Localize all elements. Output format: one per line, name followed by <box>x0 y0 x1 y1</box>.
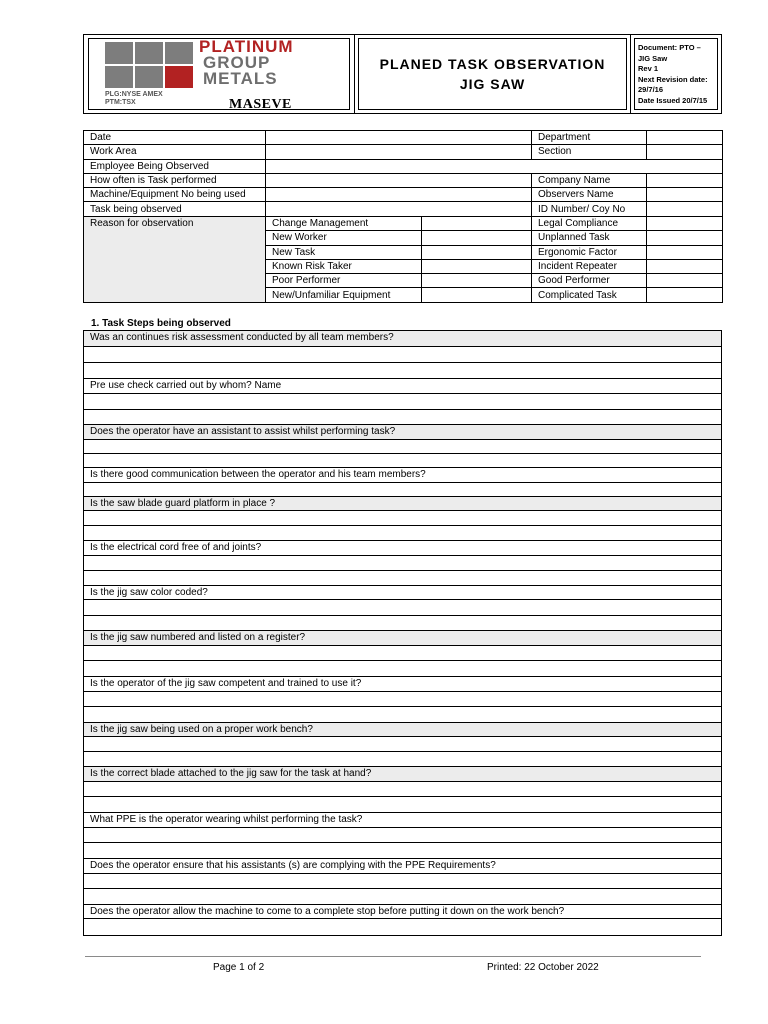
reason-label: Reason for observation <box>84 217 266 303</box>
task-observed-label: Task being observed <box>84 202 266 216</box>
question-row: Is the operator of the jig saw competent and trained to use it? <box>84 677 721 692</box>
reason-option-label: Known Risk Taker <box>266 259 422 273</box>
reason-option-label: Ergonomic Factor <box>532 245 647 259</box>
section-label: Section <box>532 145 647 159</box>
table-row <box>84 217 723 231</box>
brand-line-3: METALS <box>203 69 278 88</box>
work-area-field[interactable] <box>266 145 532 159</box>
table-row <box>84 173 723 187</box>
how-often-label: How often is Task performed <box>84 173 266 187</box>
work-area-label: Work Area <box>84 145 266 159</box>
table-row <box>84 145 723 159</box>
company-logo <box>88 38 350 110</box>
employee-field[interactable] <box>266 159 723 173</box>
meta-date-issued: Date Issued 20/7/15 <box>638 95 708 105</box>
ticker-line-1: PLG:NYSE AMEX <box>105 91 163 98</box>
answer-line[interactable] <box>84 843 721 859</box>
answer-line[interactable] <box>84 347 721 363</box>
answer-line[interactable] <box>84 646 721 661</box>
question-row: Does the operator have an assistant to assist whilst performing task? <box>84 425 721 440</box>
company-name-label: Company Name <box>532 173 647 187</box>
id-number-field[interactable] <box>647 202 723 216</box>
table-row <box>84 131 723 145</box>
reason-checkbox[interactable] <box>422 245 532 259</box>
date-label: Date <box>84 131 266 145</box>
answer-line[interactable] <box>84 692 721 707</box>
reason-checkbox[interactable] <box>647 245 723 259</box>
question-row: Pre use check carried out by whom? Name <box>84 379 721 394</box>
reason-checkbox[interactable] <box>647 288 723 302</box>
answer-line[interactable] <box>84 440 721 454</box>
reason-option-label: New Worker <box>266 231 422 245</box>
answer-line[interactable] <box>84 526 721 541</box>
question-row: Is the jig saw being used on a proper work bench? <box>84 723 721 737</box>
document-title <box>358 38 627 110</box>
answer-line[interactable] <box>84 363 721 379</box>
brand-name <box>199 39 294 87</box>
reason-option-label: Legal Compliance <box>532 217 647 231</box>
question-row: Is the electrical cord free of and joints? <box>84 541 721 556</box>
table-row <box>84 188 723 202</box>
reason-checkbox[interactable] <box>422 274 532 288</box>
answer-line[interactable] <box>84 661 721 677</box>
meta-next-revision-label: Next Revision date: <box>638 74 708 84</box>
answer-line[interactable] <box>84 483 721 497</box>
title-line-2: JIG SAW <box>459 76 526 92</box>
answer-line[interactable] <box>84 828 721 843</box>
department-label: Department <box>532 131 647 145</box>
question-row: Does the operator allow the machine to come to a complete stop before putting it down on the work bench? <box>84 905 721 919</box>
printed-date: Printed: 22 October 2022 <box>487 962 599 973</box>
question-row: Was an continues risk assessment conducted by all team members? <box>84 331 721 347</box>
brand-line-2: GROUP <box>203 53 271 72</box>
answer-line[interactable] <box>84 410 721 425</box>
answer-line[interactable] <box>84 889 721 905</box>
reason-table <box>83 216 723 303</box>
logo-squares-icon <box>105 42 195 88</box>
observers-name-field[interactable] <box>647 188 723 202</box>
title-line-1: PLANED TASK OBSERVATION <box>379 56 606 72</box>
site-name: MASEVE <box>229 97 292 112</box>
reason-option-label: Change Management <box>266 217 422 231</box>
document-meta <box>634 38 718 110</box>
meta-document: Document: PTO – <box>638 43 701 52</box>
reason-option-label: New/Unfamiliar Equipment <box>266 288 422 302</box>
meta-document-name: JIG Saw <box>638 53 668 63</box>
title-cell <box>355 35 631 113</box>
steps-heading: 1. Task Steps being observed <box>91 318 231 329</box>
task-observed-field[interactable] <box>266 202 532 216</box>
reason-option-label: New Task <box>266 245 422 259</box>
brand-line-1: PLATINUM <box>199 37 294 56</box>
answer-line[interactable] <box>84 797 721 813</box>
reason-checkbox[interactable] <box>647 259 723 273</box>
ticker-line-2: PTM:TSX <box>105 99 136 106</box>
answer-line[interactable] <box>84 394 721 410</box>
question-row: What PPE is the operator wearing whilst performing the task? <box>84 813 721 828</box>
question-row: Is the saw blade guard platform in place ? <box>84 497 721 511</box>
question-row: Is the jig saw color coded? <box>84 586 721 600</box>
answer-line[interactable] <box>84 571 721 586</box>
task-steps-list <box>83 330 722 936</box>
answer-line[interactable] <box>84 707 721 723</box>
table-row <box>84 202 723 216</box>
reason-checkbox[interactable] <box>647 217 723 231</box>
answer-line[interactable] <box>84 919 721 935</box>
reason-option-label: Complicated Task <box>532 288 647 302</box>
observers-name-label: Observers Name <box>532 188 647 202</box>
answer-line[interactable] <box>84 737 721 752</box>
answer-line[interactable] <box>84 616 721 631</box>
table-row <box>84 159 723 173</box>
question-row: Is the jig saw numbered and listed on a register? <box>84 631 721 646</box>
answer-line[interactable] <box>84 782 721 797</box>
date-field[interactable] <box>266 131 532 145</box>
question-row: Is the correct blade attached to the jig saw for the task at hand? <box>84 767 721 782</box>
department-field[interactable] <box>647 131 723 145</box>
footer-divider <box>85 956 701 957</box>
question-row: Does the operator ensure that his assistants (s) are complying with the PPE Requirements? <box>84 859 721 874</box>
stock-ticker <box>105 91 163 107</box>
answer-line[interactable] <box>84 454 721 468</box>
reason-option-label: Poor Performer <box>266 274 422 288</box>
document-header <box>83 34 722 114</box>
reason-checkbox[interactable] <box>422 288 532 302</box>
answer-line[interactable] <box>84 752 721 767</box>
observation-info-table <box>83 130 723 217</box>
logo-cell <box>84 35 355 113</box>
company-name-field[interactable] <box>647 173 723 187</box>
reason-option-label: Incident Repeater <box>532 259 647 273</box>
reason-checkbox[interactable] <box>422 231 532 245</box>
answer-line[interactable] <box>84 511 721 526</box>
machine-field[interactable] <box>266 188 532 202</box>
reason-checkbox[interactable] <box>422 259 532 273</box>
meta-revision: Rev 1 <box>638 64 659 73</box>
section-field[interactable] <box>647 145 723 159</box>
meta-cell <box>631 35 721 113</box>
question-row: Is there good communication between the operator and his team members? <box>84 468 721 483</box>
answer-line[interactable] <box>84 556 721 571</box>
answer-line[interactable] <box>84 600 721 616</box>
page-number: Page 1 of 2 <box>213 962 265 973</box>
reason-checkbox[interactable] <box>647 231 723 245</box>
how-often-field[interactable] <box>266 173 532 187</box>
reason-option-label: Unplanned Task <box>532 231 647 245</box>
id-number-label: ID Number/ Coy No <box>532 202 647 216</box>
machine-label: Machine/Equipment No being used <box>84 188 266 202</box>
reason-checkbox[interactable] <box>422 217 532 231</box>
reason-option-label: Good Performer <box>532 274 647 288</box>
reason-checkbox[interactable] <box>647 274 723 288</box>
answer-line[interactable] <box>84 874 721 889</box>
employee-label: Employee Being Observed <box>84 159 266 173</box>
meta-next-revision-date: 29/7/16 <box>638 85 664 94</box>
